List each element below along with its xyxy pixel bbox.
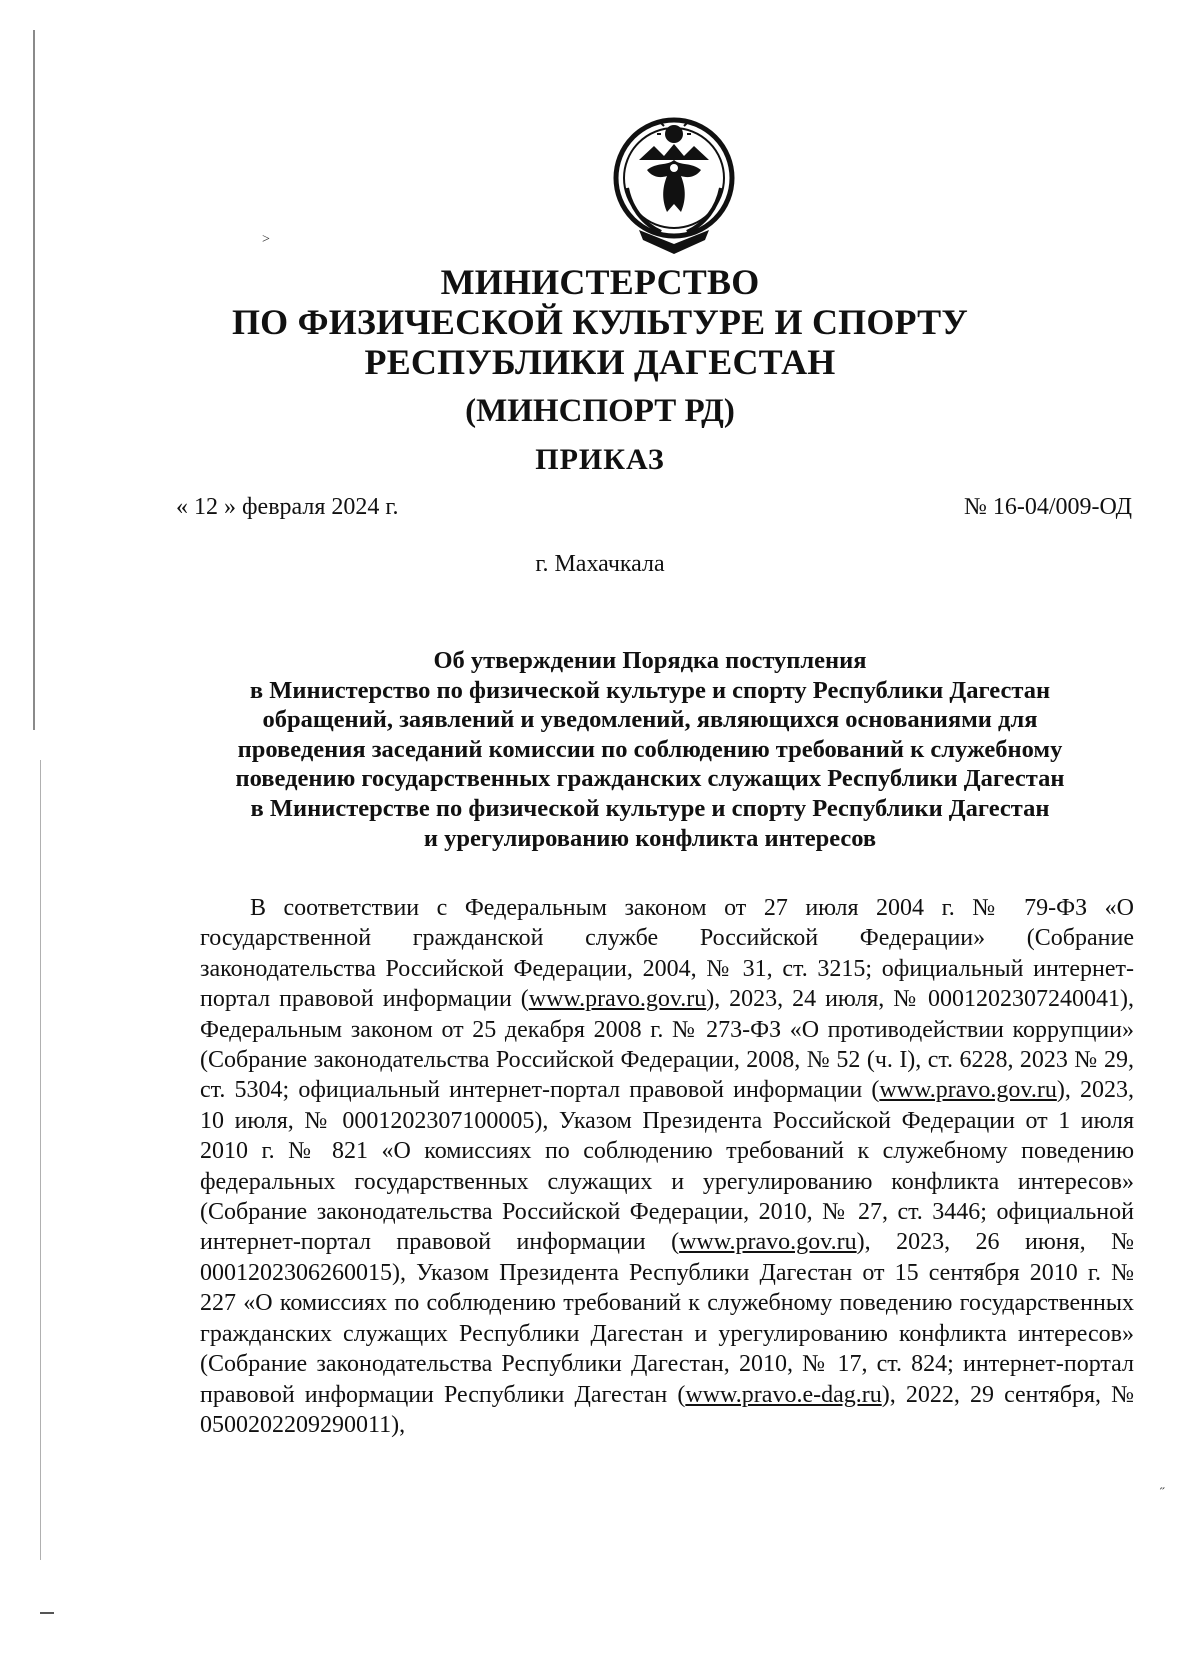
ministry-header	[0, 262, 1200, 478]
scan-speck: ˃	[262, 232, 270, 247]
pravo-gov-link[interactable]: www.pravo.gov.ru	[528, 986, 707, 1013]
preamble-text: ), 2022, 29 сентября, № 0500202209290011),	[200, 1381, 1134, 1438]
preamble-text: ), 2023, 10 июля, № 0001202307100005), Указом Президента Российской Федерации от 1 июля 2010 г. № 821 «О комиссиях по соблюдению требований к служебному поведению федеральных государственных служащих и урегулированию конфликта интересов» (Собрание законодательства Российской Федерации, 2010, № 27, ст. 3446; официальной интернет-портал правовой информации (	[200, 1077, 1134, 1256]
scan-speck-right: ˶	[1160, 1480, 1165, 1495]
dagestan-coat-of-arms-icon	[609, 108, 739, 258]
subject-line: обращений, заявлений и уведомлений, являющихся основаниями для	[262, 706, 1038, 734]
order-city: г. Махачкала	[535, 551, 665, 577]
subject-line: поведению государственных гражданских служащих Республики Дагестан	[235, 765, 1065, 793]
preamble-paragraph	[200, 893, 1134, 1440]
order-subject	[180, 646, 1120, 853]
ministry-name-line-1: МИНИСТЕРСТВО	[440, 262, 760, 302]
order-date: « 12 » февраля 2024 г.	[176, 494, 399, 520]
document-type: ПРИКАЗ	[535, 443, 665, 476]
pravo-gov-link[interactable]: www.pravo.gov.ru	[679, 1229, 857, 1256]
preamble-text: ), 2023, 26 июня, № 0001202306260015), Указом Президента Республики Дагестан от 15 сентября 2010 г. № 227 «О комиссиях по соблюдению требований к служебному поведению государственных гражданских служащих Республики Дагестан и урегулированию конфликта интересов» (Собрание законодательства Республики Дагестан, 2010, № 17, ст. 824; интернет-портал правовой информации Республики Дагестан (	[200, 1229, 1135, 1408]
subject-line: проведения заседаний комиссии по соблюдению требований к служебному	[237, 735, 1063, 763]
preamble-text: В соответствии с Федеральным законом от 27 июля 2004 г. № 79-ФЗ «О государственной гражданской службе Российской Федерации» (Собрание законодательства Российской Федерации, 2004, № 31, ст. 3215; официальный интернет-портал правовой информации (	[200, 895, 1134, 1013]
ministry-name-line-3: РЕСПУБЛИКИ ДАГЕСТАН	[364, 342, 836, 382]
ministry-name-line-2: ПО ФИЗИЧЕСКОЙ КУЛЬТУРЕ И СПОРТУ	[231, 302, 969, 342]
scan-mark-bottom	[40, 1612, 54, 1614]
subject-line: в Министерство по физической культуре и спорту Республики Дагестан	[249, 676, 1051, 704]
pravo-gov-link[interactable]: www.pravo.gov.ru	[879, 1077, 1057, 1104]
order-number: № 16-04/009-ОД	[963, 494, 1132, 520]
subject-line: в Министерстве по физической культуре и спорту Республики Дагестан	[250, 794, 1050, 822]
subject-line: Об утверждении Порядка поступления	[433, 647, 867, 674]
pravo-e-dag-link[interactable]: www.pravo.e-dag.ru	[685, 1381, 882, 1408]
scan-margin-line-lower	[40, 760, 41, 1560]
subject-line: и урегулированию конфликта интересов	[423, 824, 877, 852]
preamble-text: ), 2023, 24 июля, № 0001202307240041), Федеральным законом от 25 декабря 2008 г. № 273-ФЗ «О противодействии коррупции» (Собрание законодательства Российской Федерации, 2008, № 52 (ч. I), ст. 6228, 2023 № 29, ст. 5304; официальный интернет-портал правовой информации (	[200, 986, 1134, 1104]
ministry-abbreviation: (МИНСПОРТ РД)	[465, 393, 735, 429]
